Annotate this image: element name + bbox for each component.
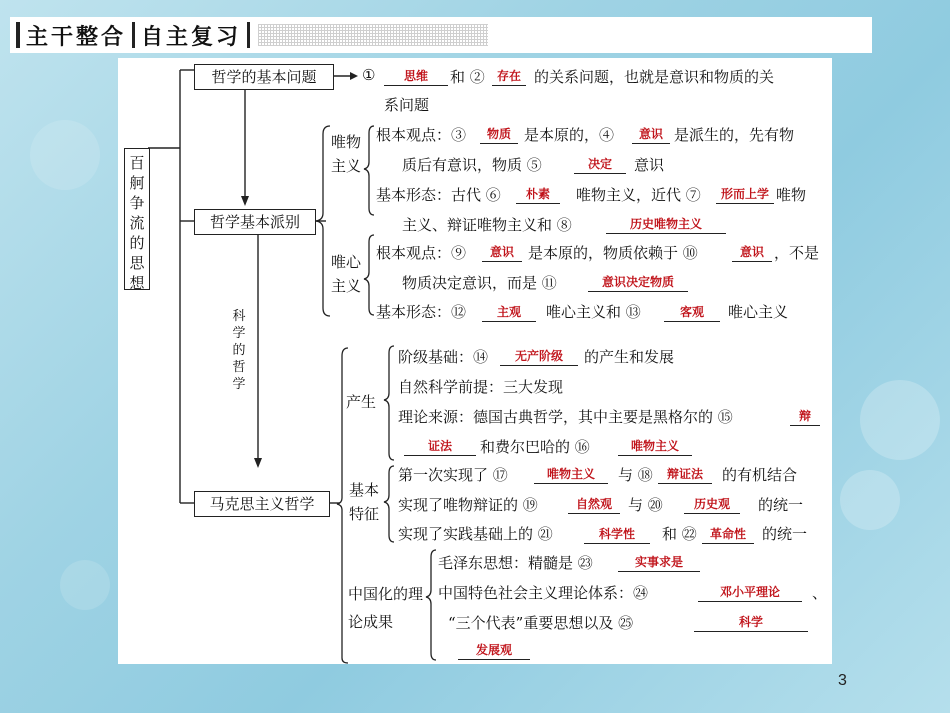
q-rest: 的关系问题，也就是意识和物质的关 <box>534 68 775 86</box>
s1a: 毛泽东思想：精髓是 ㉓ <box>438 554 593 572</box>
o2: 自然科学前提：三大发现 <box>398 378 564 396</box>
m1a: 根本观点：③ <box>376 126 467 144</box>
m3c: 唯物 <box>776 186 807 204</box>
answer-25b: 发展观 <box>458 642 530 660</box>
f2c: 的统一 <box>758 496 804 514</box>
node-basic-schools-label: 哲学基本派别 <box>209 213 300 231</box>
m2a: 质后有意识，物质 ⑤ <box>402 156 542 174</box>
s2b: 、 <box>812 584 828 602</box>
f3c: 的统一 <box>762 525 808 543</box>
node-basic-schools <box>194 209 316 235</box>
m3a: 基本形态：古代 ⑥ <box>376 186 501 204</box>
answer-2: 存在 <box>492 68 526 86</box>
answer-3: 物质 <box>480 126 518 144</box>
o1b: 的产生和发展 <box>584 348 675 366</box>
answer-7: 形而上学 <box>716 186 774 204</box>
idealism-label: 唯心主义 <box>330 253 361 295</box>
answer-15a: 辩 <box>790 408 820 426</box>
header-title-1: 主干整合 <box>26 24 127 50</box>
i3c: 唯心主义 <box>728 303 789 321</box>
answer-17: 唯物主义 <box>534 466 608 484</box>
answer-14: 无产阶级 <box>500 348 578 366</box>
answer-8: 历史唯物主义 <box>606 216 726 234</box>
o3: 理论来源：德国古典哲学，其中主要是黑格尔的 ⑮ <box>398 408 733 426</box>
answer-10: 意识 <box>732 244 772 262</box>
answer-1: 思维 <box>384 68 448 86</box>
answer-13: 客观 <box>664 304 720 322</box>
concept-map-panel <box>118 58 832 664</box>
answer-11: 意识决定物质 <box>588 274 688 292</box>
scientific-label: 科学的哲学 <box>232 309 246 392</box>
i1b: 是本原的，物质依赖于 ⑩ <box>528 244 698 262</box>
answer-25a: 科学 <box>694 614 808 632</box>
sinicization-label <box>348 580 426 636</box>
answer-18: 辩证法 <box>658 466 712 484</box>
i1a: 根本观点：⑨ <box>376 244 467 262</box>
answer-4: 意识 <box>632 126 670 144</box>
answer-16: 唯物主义 <box>618 438 692 456</box>
i3b: 唯心主义和 ⑬ <box>546 303 641 321</box>
f1b: 与 ⑱ <box>618 466 653 484</box>
answer-22: 革命性 <box>702 526 754 544</box>
root-label: 百舸争流的思想 <box>129 154 145 292</box>
page-number: 3 <box>838 672 847 689</box>
s3a: “三个代表”重要思想以及 ㉕ <box>448 614 634 632</box>
s2a: 中国特色社会主义理论体系：㉔ <box>438 584 649 602</box>
root-box <box>124 148 150 290</box>
origin-label: 产生 <box>346 393 377 411</box>
features-label: 基本特征 <box>348 481 379 523</box>
sinicization-text: 中国化的理论成果 <box>348 585 424 631</box>
f1c: 的有机结合 <box>722 466 798 484</box>
node-marxism-label: 马克思主义哲学 <box>209 495 315 513</box>
header-separator-2 <box>247 22 250 48</box>
m3b: 唯物主义，近代 ⑦ <box>576 186 701 204</box>
answer-19: 自然观 <box>568 496 620 514</box>
m1b: 是本原的，④ <box>524 126 615 144</box>
header-title-2: 自主复习 <box>141 24 242 50</box>
q-cont: 系问题 <box>384 96 430 114</box>
answer-12: 主观 <box>482 304 536 322</box>
header-pattern <box>258 24 488 46</box>
answer-20: 历史观 <box>684 496 740 514</box>
i2a: 物质决定意识，而是 ⑪ <box>402 274 557 292</box>
answer-9: 意识 <box>482 244 522 262</box>
m1c: 是派生的，先有物 <box>674 126 795 144</box>
header-bar <box>16 22 20 48</box>
f2b: 与 ⑳ <box>628 496 663 514</box>
answer-23: 实事求是 <box>618 554 700 572</box>
f2a: 实现了唯物辩证的 ⑲ <box>398 496 538 514</box>
node-basic-question-label: 哲学的基本问题 <box>211 68 317 86</box>
section-header <box>10 17 872 53</box>
q-and: 和 ② <box>450 68 485 86</box>
node-marxism <box>194 491 330 517</box>
f1a: 第一次实现了 ⑰ <box>398 466 508 484</box>
o1a: 阶级基础：⑭ <box>398 348 489 366</box>
i1c: ，不是 <box>774 244 820 262</box>
answer-15b: 证法 <box>404 438 476 456</box>
m4a: 主义、辩证唯物主义和 ⑧ <box>402 216 572 234</box>
header-separator <box>132 22 135 48</box>
q1-label: ① <box>362 66 376 84</box>
o4b: 和费尔巴哈的 ⑯ <box>480 438 590 456</box>
answer-24: 邓小平理论 <box>698 584 802 602</box>
answer-5: 决定 <box>574 156 626 174</box>
node-basic-question <box>194 64 334 90</box>
i3a: 基本形态：⑫ <box>376 303 467 321</box>
f3b: 和 ㉒ <box>662 525 697 543</box>
f3a: 实现了实践基础上的 ㉑ <box>398 525 553 543</box>
answer-21: 科学性 <box>584 526 650 544</box>
m2b: 意识 <box>634 156 665 174</box>
q-line-1 <box>362 66 375 84</box>
answer-6: 朴素 <box>516 186 560 204</box>
materialism-label: 唯物主义 <box>330 133 361 175</box>
